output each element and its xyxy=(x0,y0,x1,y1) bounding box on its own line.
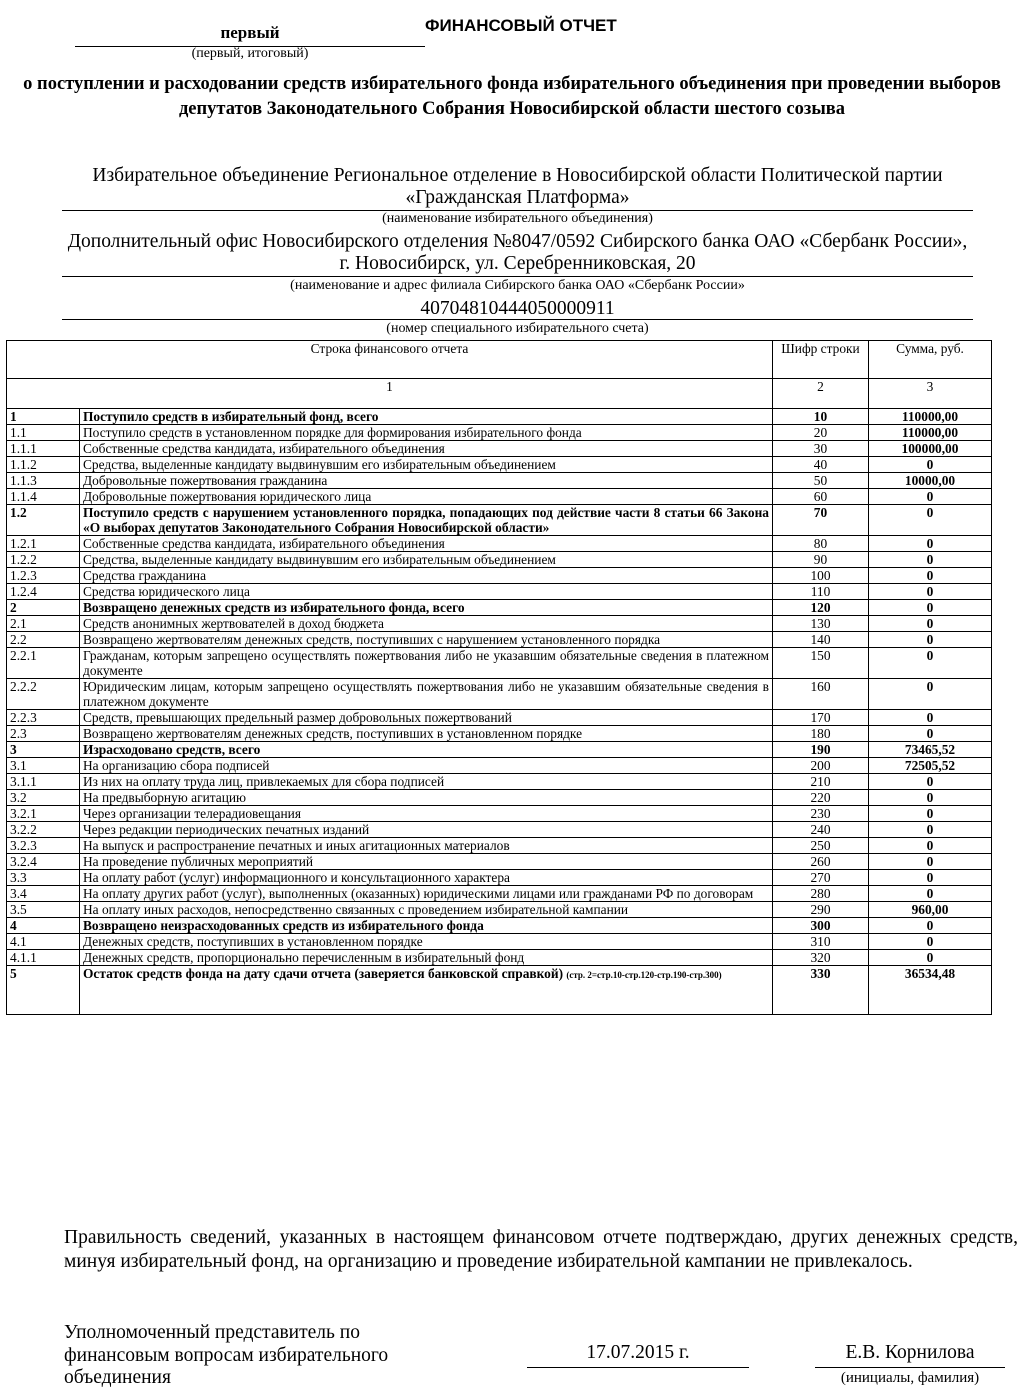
row-code: 110 xyxy=(773,584,869,600)
row-description-text: Средства, выделенные кандидату выдвинувшим его избирательным объединением xyxy=(83,457,556,472)
row-description-text: Через организации телерадиовещания xyxy=(83,806,301,821)
row-description xyxy=(80,632,773,648)
row-sum: 0 xyxy=(869,648,992,679)
row-description-text: Возвращено денежных средств из избирательного фонда, всего xyxy=(83,600,465,615)
row-number: 3.4 xyxy=(7,886,80,902)
row-code: 20 xyxy=(773,425,869,441)
row-description xyxy=(80,742,773,758)
row-code: 130 xyxy=(773,616,869,632)
signer-name-underline xyxy=(815,1367,1005,1368)
row-code: 10 xyxy=(773,409,869,425)
row-number: 4 xyxy=(7,918,80,934)
row-number: 1.2.2 xyxy=(7,552,80,568)
row-code: 200 xyxy=(773,758,869,774)
row-description xyxy=(80,870,773,886)
row-description xyxy=(80,918,773,934)
row-number: 1.1.4 xyxy=(7,489,80,505)
table-row xyxy=(7,918,992,934)
row-code: 70 xyxy=(773,505,869,536)
row-code: 80 xyxy=(773,536,869,552)
row-description xyxy=(80,457,773,473)
row-description-text: На выпуск и распространение печатных и иных агитационных материалов xyxy=(83,838,510,853)
row-number: 4.1.1 xyxy=(7,950,80,966)
row-sum: 0 xyxy=(869,710,992,726)
report-type-value: первый xyxy=(220,23,280,42)
table-row xyxy=(7,870,992,886)
row-code: 50 xyxy=(773,473,869,489)
row-code: 320 xyxy=(773,950,869,966)
row-description-text: Возвращено жертвователям денежных средств, поступивших с нарушением установленного порядка xyxy=(83,632,661,647)
row-number: 2.2.1 xyxy=(7,648,80,679)
table-row xyxy=(7,441,992,457)
table-row xyxy=(7,806,992,822)
row-description-text: На организацию сбора подписей xyxy=(83,758,270,773)
table-row xyxy=(7,616,992,632)
column-number-2: 2 xyxy=(773,379,869,409)
row-sum: 0 xyxy=(869,918,992,934)
row-code: 150 xyxy=(773,648,869,679)
row-formula-note: (стр. 2=стр.10-стр.120-стр.190-стр.300) xyxy=(566,970,722,980)
row-description-text: Денежных средств, поступивших в установленном порядке xyxy=(83,934,423,949)
row-code: 140 xyxy=(773,632,869,648)
row-description xyxy=(80,790,773,806)
table-row xyxy=(7,822,992,838)
row-description-text: Средства юридического лица xyxy=(83,584,250,599)
row-number: 1 xyxy=(7,409,80,425)
row-number: 3.2.4 xyxy=(7,854,80,870)
row-description xyxy=(80,950,773,966)
row-sum: 0 xyxy=(869,584,992,600)
confirmation-statement: Правильность сведений, указанных в настоящем финансовом отчете подтверждаю, других денежных средств, минуя избирательный фонд, на организацию и проведение избирательной кампании не привлекалось. xyxy=(64,1227,1018,1272)
row-sum: 0 xyxy=(869,870,992,886)
row-description-text: Гражданам, которым запрещено осуществлять пожертвования либо не указавшим обязательные сведения в платежном документе xyxy=(83,648,769,678)
row-description xyxy=(80,489,773,505)
table-row xyxy=(7,568,992,584)
row-description xyxy=(80,806,773,822)
table-row xyxy=(7,489,992,505)
association-name: Избирательное объединение Региональное отделение в Новосибирской области Политической партии «Гражданская Платформа» xyxy=(92,165,943,208)
column-number-1: 1 xyxy=(7,379,773,409)
row-number: 2.3 xyxy=(7,726,80,742)
bank-name: Дополнительный офис Новосибирского отделения №8047/0592 Сибирского банка ОАО «Сбербанк России», г. Новосибирск, ул. Серебренниковская, 20 xyxy=(67,231,968,274)
row-sum: 0 xyxy=(869,822,992,838)
row-sum: 110000,00 xyxy=(869,425,992,441)
row-code: 250 xyxy=(773,838,869,854)
row-code: 170 xyxy=(773,710,869,726)
row-sum: 0 xyxy=(869,679,992,710)
row-code: 300 xyxy=(773,918,869,934)
row-number: 2.2.3 xyxy=(7,710,80,726)
row-sum: 0 xyxy=(869,536,992,552)
row-code: 210 xyxy=(773,774,869,790)
row-description xyxy=(80,710,773,726)
row-code: 90 xyxy=(773,552,869,568)
row-number: 2.1 xyxy=(7,616,80,632)
row-sum: 73465,52 xyxy=(869,742,992,758)
row-number: 3.1 xyxy=(7,758,80,774)
row-number: 3.5 xyxy=(7,902,80,918)
row-description-text: Собственные средства кандидата, избирательного объединения xyxy=(83,441,445,456)
row-description-text: Возвращено неизрасходованных средств из избирательного фонда xyxy=(83,918,484,933)
row-description-text: Средств анонимных жертвователей в доход бюджета xyxy=(83,616,384,631)
row-code: 330 xyxy=(773,966,869,1015)
row-description xyxy=(80,600,773,616)
bank-name-underline xyxy=(62,276,973,277)
row-description xyxy=(80,552,773,568)
row-number: 5 xyxy=(7,966,80,1015)
table-row xyxy=(7,950,992,966)
table-row xyxy=(7,409,992,425)
row-description-text: Средства гражданина xyxy=(83,568,207,583)
row-code: 160 xyxy=(773,679,869,710)
table-row xyxy=(7,552,992,568)
row-description-text: Добровольные пожертвования юридического лица xyxy=(83,489,372,504)
table-row xyxy=(7,886,992,902)
row-description xyxy=(80,568,773,584)
row-sum: 0 xyxy=(869,934,992,950)
row-number: 3.2.2 xyxy=(7,822,80,838)
row-description-text: Израсходовано средств, всего xyxy=(83,742,261,757)
row-sum: 0 xyxy=(869,886,992,902)
row-description-text: Средств, превышающих предельный размер добровольных пожертвований xyxy=(83,710,512,725)
row-number: 3 xyxy=(7,742,80,758)
row-description xyxy=(80,774,773,790)
row-description-text: Возвращено жертвователям денежных средств, поступивших в установленном порядке xyxy=(83,726,583,741)
row-description-text: Поступило средств с нарушением установленного порядка, попадающих под действие части 8 статьи 66 Закона «О выборах депутатов Законодательного Собрания Новосибирской области» xyxy=(83,505,769,535)
association-name-caption: (наименование избирательного объединения) xyxy=(382,211,653,226)
table-row xyxy=(7,726,992,742)
row-description-text: Через редакции периодических печатных изданий xyxy=(83,822,370,837)
row-description-text: Поступило средств в установленном порядке для формирования избирательного фонда xyxy=(83,425,582,440)
row-description xyxy=(80,726,773,742)
row-description-text: Добровольные пожертвования гражданина xyxy=(83,473,328,488)
row-sum: 0 xyxy=(869,726,992,742)
row-description-text: Юридическим лицам, которым запрещено осуществлять пожертвования либо не указавшим обязательные сведения в платежном документе xyxy=(83,679,769,709)
row-sum: 0 xyxy=(869,600,992,616)
row-number: 1.2.3 xyxy=(7,568,80,584)
row-sum: 10000,00 xyxy=(869,473,992,489)
table-row xyxy=(7,710,992,726)
row-number: 3.2 xyxy=(7,790,80,806)
row-sum: 0 xyxy=(869,790,992,806)
row-number: 2.2.2 xyxy=(7,679,80,710)
table-row xyxy=(7,838,992,854)
row-description-text: Из них на оплату труда лиц, привлекаемых для сбора подписей xyxy=(83,774,445,789)
table-row xyxy=(7,742,992,758)
table-row xyxy=(7,679,992,710)
table-row xyxy=(7,854,992,870)
table-row xyxy=(7,774,992,790)
row-number: 3.2.1 xyxy=(7,806,80,822)
header-row-label: Строка финансового отчета xyxy=(7,341,773,379)
row-number: 1.2 xyxy=(7,505,80,536)
row-description-text: На оплату иных расходов, непосредственно связанных с проведением избирательной кампании xyxy=(83,902,629,917)
report-type-caption: (первый, итоговый) xyxy=(191,46,309,61)
bank-name-caption: (наименование и адрес филиала Сибирского банка ОАО «Сбербанк России» xyxy=(290,278,745,293)
document-subtitle: о поступлении и расходовании средств избирательного фонда избирательного объединения при проведении выборов депутатов Законодательного Собрания Новосибирской области шестого созыва xyxy=(23,74,1001,119)
row-code: 280 xyxy=(773,886,869,902)
row-description-text: Денежных средств, пропорционально перечисленным в избирательный фонд xyxy=(83,950,525,965)
row-sum: 0 xyxy=(869,774,992,790)
row-description-text: Средства, выделенные кандидату выдвинувшим его избирательным объединением xyxy=(83,552,556,567)
financial-report-table xyxy=(6,340,992,1015)
table-row xyxy=(7,536,992,552)
table-header-row xyxy=(7,341,992,379)
row-description xyxy=(80,473,773,489)
row-sum: 0 xyxy=(869,632,992,648)
row-description xyxy=(80,536,773,552)
row-sum: 0 xyxy=(869,950,992,966)
row-sum: 0 xyxy=(869,489,992,505)
table-row xyxy=(7,457,992,473)
table-row xyxy=(7,425,992,441)
row-description xyxy=(80,966,773,1015)
row-sum: 0 xyxy=(869,505,992,536)
row-number: 2.2 xyxy=(7,632,80,648)
row-number: 2 xyxy=(7,600,80,616)
row-description xyxy=(80,441,773,457)
row-code: 260 xyxy=(773,854,869,870)
row-description xyxy=(80,758,773,774)
signature-date: 17.07.2015 г. xyxy=(586,1342,690,1363)
row-number: 1.1.2 xyxy=(7,457,80,473)
header-sum-label: Сумма, руб. xyxy=(869,341,992,379)
account-number-underline xyxy=(62,319,973,320)
row-description xyxy=(80,934,773,950)
row-sum: 110000,00 xyxy=(869,409,992,425)
row-description-text: На проведение публичных мероприятий xyxy=(83,854,314,869)
table-row xyxy=(7,473,992,489)
row-description xyxy=(80,838,773,854)
row-sum: 0 xyxy=(869,616,992,632)
row-code: 310 xyxy=(773,934,869,950)
row-description xyxy=(80,854,773,870)
row-sum: 100000,00 xyxy=(869,441,992,457)
row-description xyxy=(80,648,773,679)
row-description-text: Остаток средств фонда на дату сдачи отчета (заверяется банковской справкой) xyxy=(83,966,564,981)
table-row xyxy=(7,632,992,648)
representative-label: Уполномоченный представитель по финансовым вопросам избирательного объединения xyxy=(64,1322,389,1388)
row-code: 180 xyxy=(773,726,869,742)
row-description xyxy=(80,902,773,918)
row-number: 3.3 xyxy=(7,870,80,886)
row-sum: 0 xyxy=(869,854,992,870)
header-code-label: Шифр строки xyxy=(773,341,869,379)
table-row xyxy=(7,934,992,950)
row-code: 240 xyxy=(773,822,869,838)
row-sum: 72505,52 xyxy=(869,758,992,774)
row-code: 60 xyxy=(773,489,869,505)
row-code: 30 xyxy=(773,441,869,457)
row-sum: 0 xyxy=(869,457,992,473)
row-code: 100 xyxy=(773,568,869,584)
table-row xyxy=(7,505,992,536)
row-description xyxy=(80,505,773,536)
row-sum: 0 xyxy=(869,568,992,584)
row-number: 1.2.4 xyxy=(7,584,80,600)
row-code: 230 xyxy=(773,806,869,822)
row-description-text: Собственные средства кандидата, избирательного объединения xyxy=(83,536,445,551)
row-code: 190 xyxy=(773,742,869,758)
row-sum: 0 xyxy=(869,838,992,854)
row-sum: 36534,48 xyxy=(869,966,992,1015)
row-description-text: На оплату работ (услуг) информационного и консультационного характера xyxy=(83,870,510,885)
row-sum: 960,00 xyxy=(869,902,992,918)
table-row xyxy=(7,966,992,1015)
table-row xyxy=(7,790,992,806)
row-description-text: Поступило средств в избирательный фонд, всего xyxy=(83,409,379,424)
row-number: 1.1 xyxy=(7,425,80,441)
table-row xyxy=(7,600,992,616)
row-description xyxy=(80,425,773,441)
row-sum: 0 xyxy=(869,806,992,822)
row-number: 4.1 xyxy=(7,934,80,950)
row-description-text: На оплату других работ (услуг), выполненных (оказанных) юридическими лицами или гражданами РФ по договорам xyxy=(83,886,754,901)
row-number: 1.1.3 xyxy=(7,473,80,489)
row-sum: 0 xyxy=(869,552,992,568)
row-number: 3.1.1 xyxy=(7,774,80,790)
table-row xyxy=(7,758,992,774)
row-code: 120 xyxy=(773,600,869,616)
signature-date-underline xyxy=(527,1367,749,1368)
row-description xyxy=(80,886,773,902)
table-row xyxy=(7,902,992,918)
row-number: 3.2.3 xyxy=(7,838,80,854)
account-number-caption: (номер специального избирательного счета) xyxy=(386,321,649,336)
row-number: 1.2.1 xyxy=(7,536,80,552)
row-description-text: На предвыборную агитацию xyxy=(83,790,247,805)
row-description xyxy=(80,616,773,632)
row-number: 1.1.1 xyxy=(7,441,80,457)
account-number: 40704810444050000911 xyxy=(420,298,615,319)
row-description xyxy=(80,409,773,425)
document-title: ФИНАНСОВЫЙ ОТЧЕТ xyxy=(425,16,617,35)
signer-name-caption: (инициалы, фамилия) xyxy=(840,1370,980,1386)
row-code: 40 xyxy=(773,457,869,473)
row-description xyxy=(80,822,773,838)
row-description xyxy=(80,584,773,600)
signer-name: Е.В. Корнилова xyxy=(845,1342,975,1363)
table-row xyxy=(7,648,992,679)
row-description xyxy=(80,679,773,710)
column-number-3: 3 xyxy=(869,379,992,409)
table-column-numbers-row xyxy=(7,379,992,409)
table-row xyxy=(7,584,992,600)
row-code: 270 xyxy=(773,870,869,886)
row-code: 220 xyxy=(773,790,869,806)
row-code: 290 xyxy=(773,902,869,918)
